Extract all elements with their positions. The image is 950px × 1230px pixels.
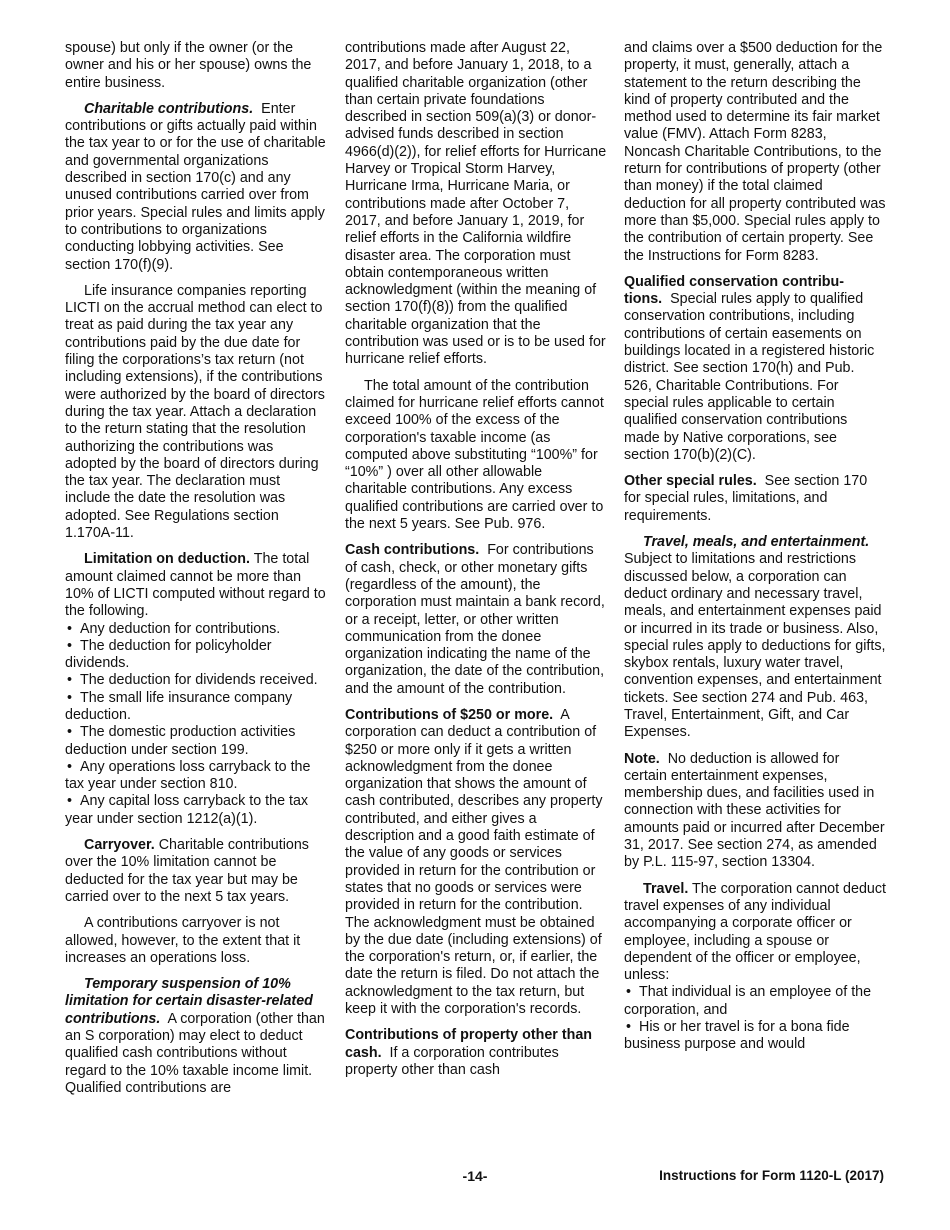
document-title: Instructions for Form 1120-L (2017)	[659, 1168, 884, 1183]
list-item: • Any deduction for contributions.	[65, 621, 327, 638]
paragraph: The total amount of the contribution claimed for hurricane relief efforts cannot exceed 100% of the excess of the corporation's taxable income (as computed above substituting “100%” for “10%” ) over all other allowable charitable contributions. Any excess qualified contributions are carried over to the next 5 years. See Pub. 976.	[345, 377, 604, 533]
cash-contributions-heading: Cash contributions.	[345, 542, 480, 559]
paragraph: contributions made after August 22, 2017, and before January 1, 2018, to a qualified charitable organization (other than certain private foundations described in section 509(a)(3) or donor-advised funds described in section 4966(d)(2)), for relief efforts for Hurricane Harvey or Tropical Storm Harvey, Hurricane Irma, Hurricane Maria, or contributions made after October 7, 2017, and before January 1, 2019, for relief efforts in the California wildfire disaster area. The corporation must obtain contemporaneous written acknowledgment (within the meaning of section 170(f)(8)) from the qualified charitable organization that the contribution was used or is to be used for hurricane relief efforts.	[345, 40, 607, 368]
list-item: • Any operations loss carryback to the tax year under section 810.	[65, 759, 327, 794]
column-3	[624, 40, 886, 1063]
paragraph	[345, 542, 607, 698]
note-heading: Note.	[624, 750, 660, 767]
paragraph	[65, 976, 327, 1097]
paragraph-text: The total amount claimed cannot be more than 10% of LICTI computed without regard to the following.	[65, 551, 326, 620]
paragraph	[624, 534, 886, 742]
travel-meals-heading: Travel, meals, and entertainment.	[643, 534, 870, 551]
paragraph-text: Subject to limitations and restrictions discussed below, a corporation can deduct ordinary and necessary travel, meals, and entertainment expenses paid or incurred in its trade or business. Also, special rules apply to deductions for gifts, skybox rentals, luxury water travel, convention expenses, and entertainment tickets. See section 274 and Pub. 463, Travel, Entertainment, Gift, and Car Expenses.	[624, 551, 886, 741]
paragraph	[624, 274, 886, 464]
paragraph	[65, 101, 327, 274]
paragraph-text: The corporation cannot deduct travel expenses of any individual accompanying a corporate officer or employee, including a spouse or dependent of the officer or employee, unless:	[624, 880, 886, 984]
travel-heading: Travel.	[643, 880, 689, 897]
list-item: • Any capital loss carryback to the tax year under section 1212(a)(1).	[65, 793, 327, 828]
carryover-heading: Carryover.	[84, 837, 155, 854]
paragraph-text: No deduction is allowed for certain entertainment expenses, membership dues, and facilities used in connection with these activities for amounts paid or incurred after December 31, 2017. See section 274, as amended by P.L. 115-97, section 13304.	[624, 750, 885, 871]
list-item: • The deduction for policyholder dividends.	[65, 638, 327, 673]
paragraph-text: See section 170 for special rules, limitations, and requirements.	[624, 473, 868, 524]
column-2	[345, 40, 607, 1079]
property-contributions-heading: Contributions of property other than cash.	[345, 1027, 592, 1061]
paragraph	[624, 881, 886, 985]
paragraph-text: For contributions of cash, check, or other monetary gifts (regardless of the amount), the corporation must maintain a bank record, or a receipt, letter, or other written communication from the donee organization indicating the name of the organization, the date of the contribution, and the amount of the contribution.	[345, 542, 605, 697]
list-item: • That individual is an employee of the corporation, and	[624, 984, 886, 1019]
list-item: • The deduction for dividends received.	[65, 672, 327, 689]
paragraph: Life insurance companies reporting LICTI on the accrual method can elect to treat as paid during the tax year any contributions paid by the due date for filing the corporations’s tax return (not including extensions), if the contributions were authorized by the board of directors during the tax year. Attach a declaration to the return stating that the resolution authorizing the contributions was adopted by the board of directors during the tax year. The declaration must include the date the resolution was adopted. See Regulations section 1.170A-11.	[65, 282, 325, 542]
paragraph-text: Special rules apply to qualified conservation contributions, including contributions of certain easements on buildings located in a registered historic district. See section 170(h) and Pub. 526, Charitable Contributions. For special rules applicable to certain qualified conservation contributions made by Native corporations, see section 170(b)(2)(C).	[624, 291, 875, 463]
paragraph	[65, 551, 327, 620]
column-1	[65, 40, 327, 1097]
paragraph	[624, 751, 886, 872]
bullet-list	[65, 621, 327, 829]
paragraph	[345, 1027, 607, 1079]
paragraph: and claims over a $500 deduction for the property, it must, generally, attach a statement to the return describing the kind of property contributed and the method used to determine its fair market value (FMV). Attach Form 8283, Noncash Charitable Contributions, to the return for contributions of property (other than money) if the total claimed deduction for all property contributed was more than $5,000. Special rules apply to the contribution of certain property. See the Instructions for Form 8283.	[624, 40, 886, 264]
list-item: • The domestic production activities deduction under section 199.	[65, 724, 327, 759]
paragraph: A contributions carryover is not allowed, however, to the extent that it increases an operations loss.	[65, 915, 301, 966]
paragraph	[345, 707, 607, 1018]
page-number: -14-	[462, 1168, 488, 1184]
paragraph-text: A corporation can deduct a contribution of $250 or more only if it gets a written acknowledgment from the donee organization that shows the amount of cash contributed, describes any property contributed, and either gives a description and a good faith estimate of the value of any goods or services provided in return for the contribution or states that no goods or services were provided in return for the contribution. The acknowledgment must be obtained by the due date (including extensions) of the corporation's return, or, if earlier, the date the return is filed. Do not attach the acknowledgment to the tax return, but keep it with the corporation's records.	[345, 706, 603, 1018]
bullet-list	[624, 984, 886, 1053]
paragraph-text: Charitable contributions over the 10% limitation cannot be deducted for the tax year but may be carried over to the next 5 tax years.	[65, 837, 309, 905]
contributions-250-heading: Contributions of $250 or more.	[345, 706, 554, 723]
paragraph-text: If a corporation contributes property other than cash	[345, 1044, 559, 1078]
limitation-heading: Limitation on deduction.	[84, 551, 250, 568]
charitable-contributions-heading: Charitable contributions.	[84, 100, 254, 117]
list-item: • The small life insurance company deduction.	[65, 690, 327, 725]
temporary-suspension-heading: Temporary suspension of 10% limitation for certain disaster-related contributions.	[65, 976, 313, 1027]
list-item: • His or her travel is for a bona fide business purpose and would	[624, 1019, 886, 1054]
qualified-conservation-heading: Qualified conservation contribu- tions.	[624, 273, 845, 308]
paragraph	[65, 837, 327, 906]
paragraph: spouse) but only if the owner (or the owner and his or her spouse) owns the entire business.	[65, 40, 312, 91]
paragraph	[624, 473, 886, 525]
paragraph-text: A corporation (other than an S corporation) may elect to deduct qualified cash contributions without regard to the 10% taxable income limit. Qualified contributions are	[65, 1010, 325, 1096]
paragraph-text: Enter contributions or gifts actually paid within the tax year to or for the use of charitable and governmental organizations described in section 170(c) and any unused contributions carried over from prior years. Special rules and limits apply to contributions to organizations conducting lobbying activities. See section 170(f)(9).	[65, 100, 326, 273]
other-special-rules-heading: Other special rules.	[624, 473, 757, 490]
